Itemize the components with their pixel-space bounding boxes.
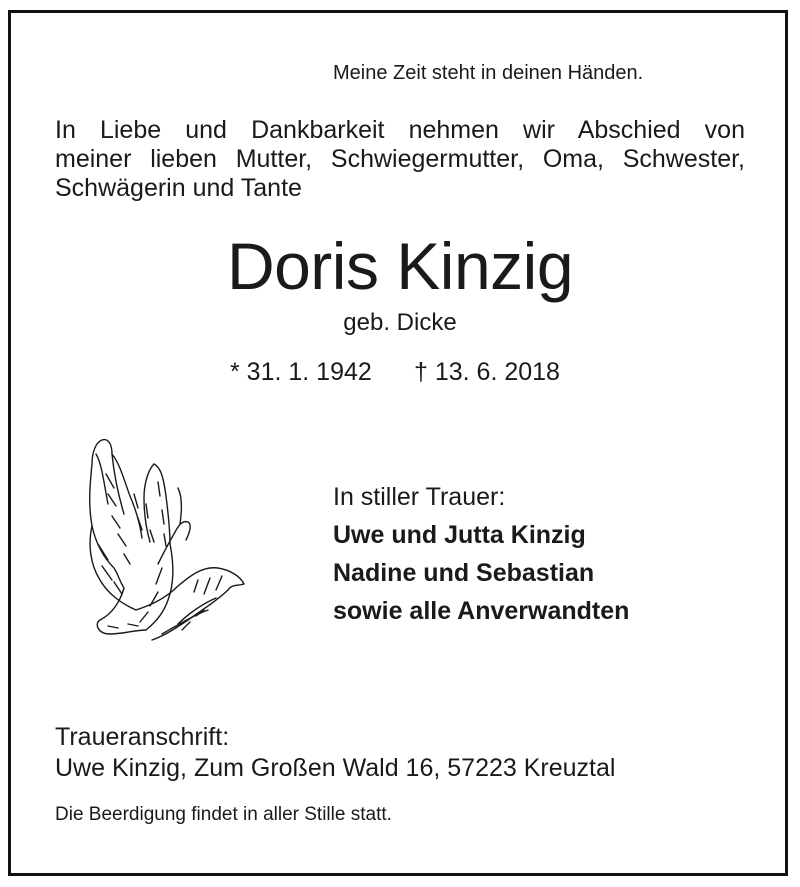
deceased-name: Doris Kinzig xyxy=(226,229,574,303)
motto-verse: Meine Zeit steht in deinen Händen. xyxy=(333,62,644,84)
mourner-name: Nadine und Sebastian xyxy=(333,559,595,587)
intro-line: In Liebe und Dankbarkeit nehmen wir Abschied von xyxy=(55,116,745,144)
mourners-block xyxy=(333,478,629,630)
address-value: Uwe Kinzig, Zum Großen Wald 16, 57223 Kreuztal xyxy=(55,754,616,782)
mourner-name: Uwe und Jutta Kinzig xyxy=(333,521,586,549)
praying-hands-icon xyxy=(78,434,250,644)
address-label: Traueranschrift: xyxy=(55,723,230,751)
death-date: † 13. 6. 2018 xyxy=(414,358,560,386)
funeral-note: Die Beerdigung findet in aller Stille statt. xyxy=(55,804,392,825)
intro-line: meiner lieben Mutter, Schwiegermutter, Oma, Schwester, xyxy=(55,145,745,173)
intro-text xyxy=(55,116,745,203)
mourners-heading: In stiller Trauer: xyxy=(333,483,506,511)
mourner-name: sowie alle Anverwandten xyxy=(333,597,630,625)
birth-name: geb. Dicke xyxy=(343,309,457,336)
mourning-address xyxy=(55,722,615,784)
birth-date: * 31. 1. 1942 xyxy=(230,358,372,386)
intro-line: Schwägerin und Tante xyxy=(55,174,302,202)
